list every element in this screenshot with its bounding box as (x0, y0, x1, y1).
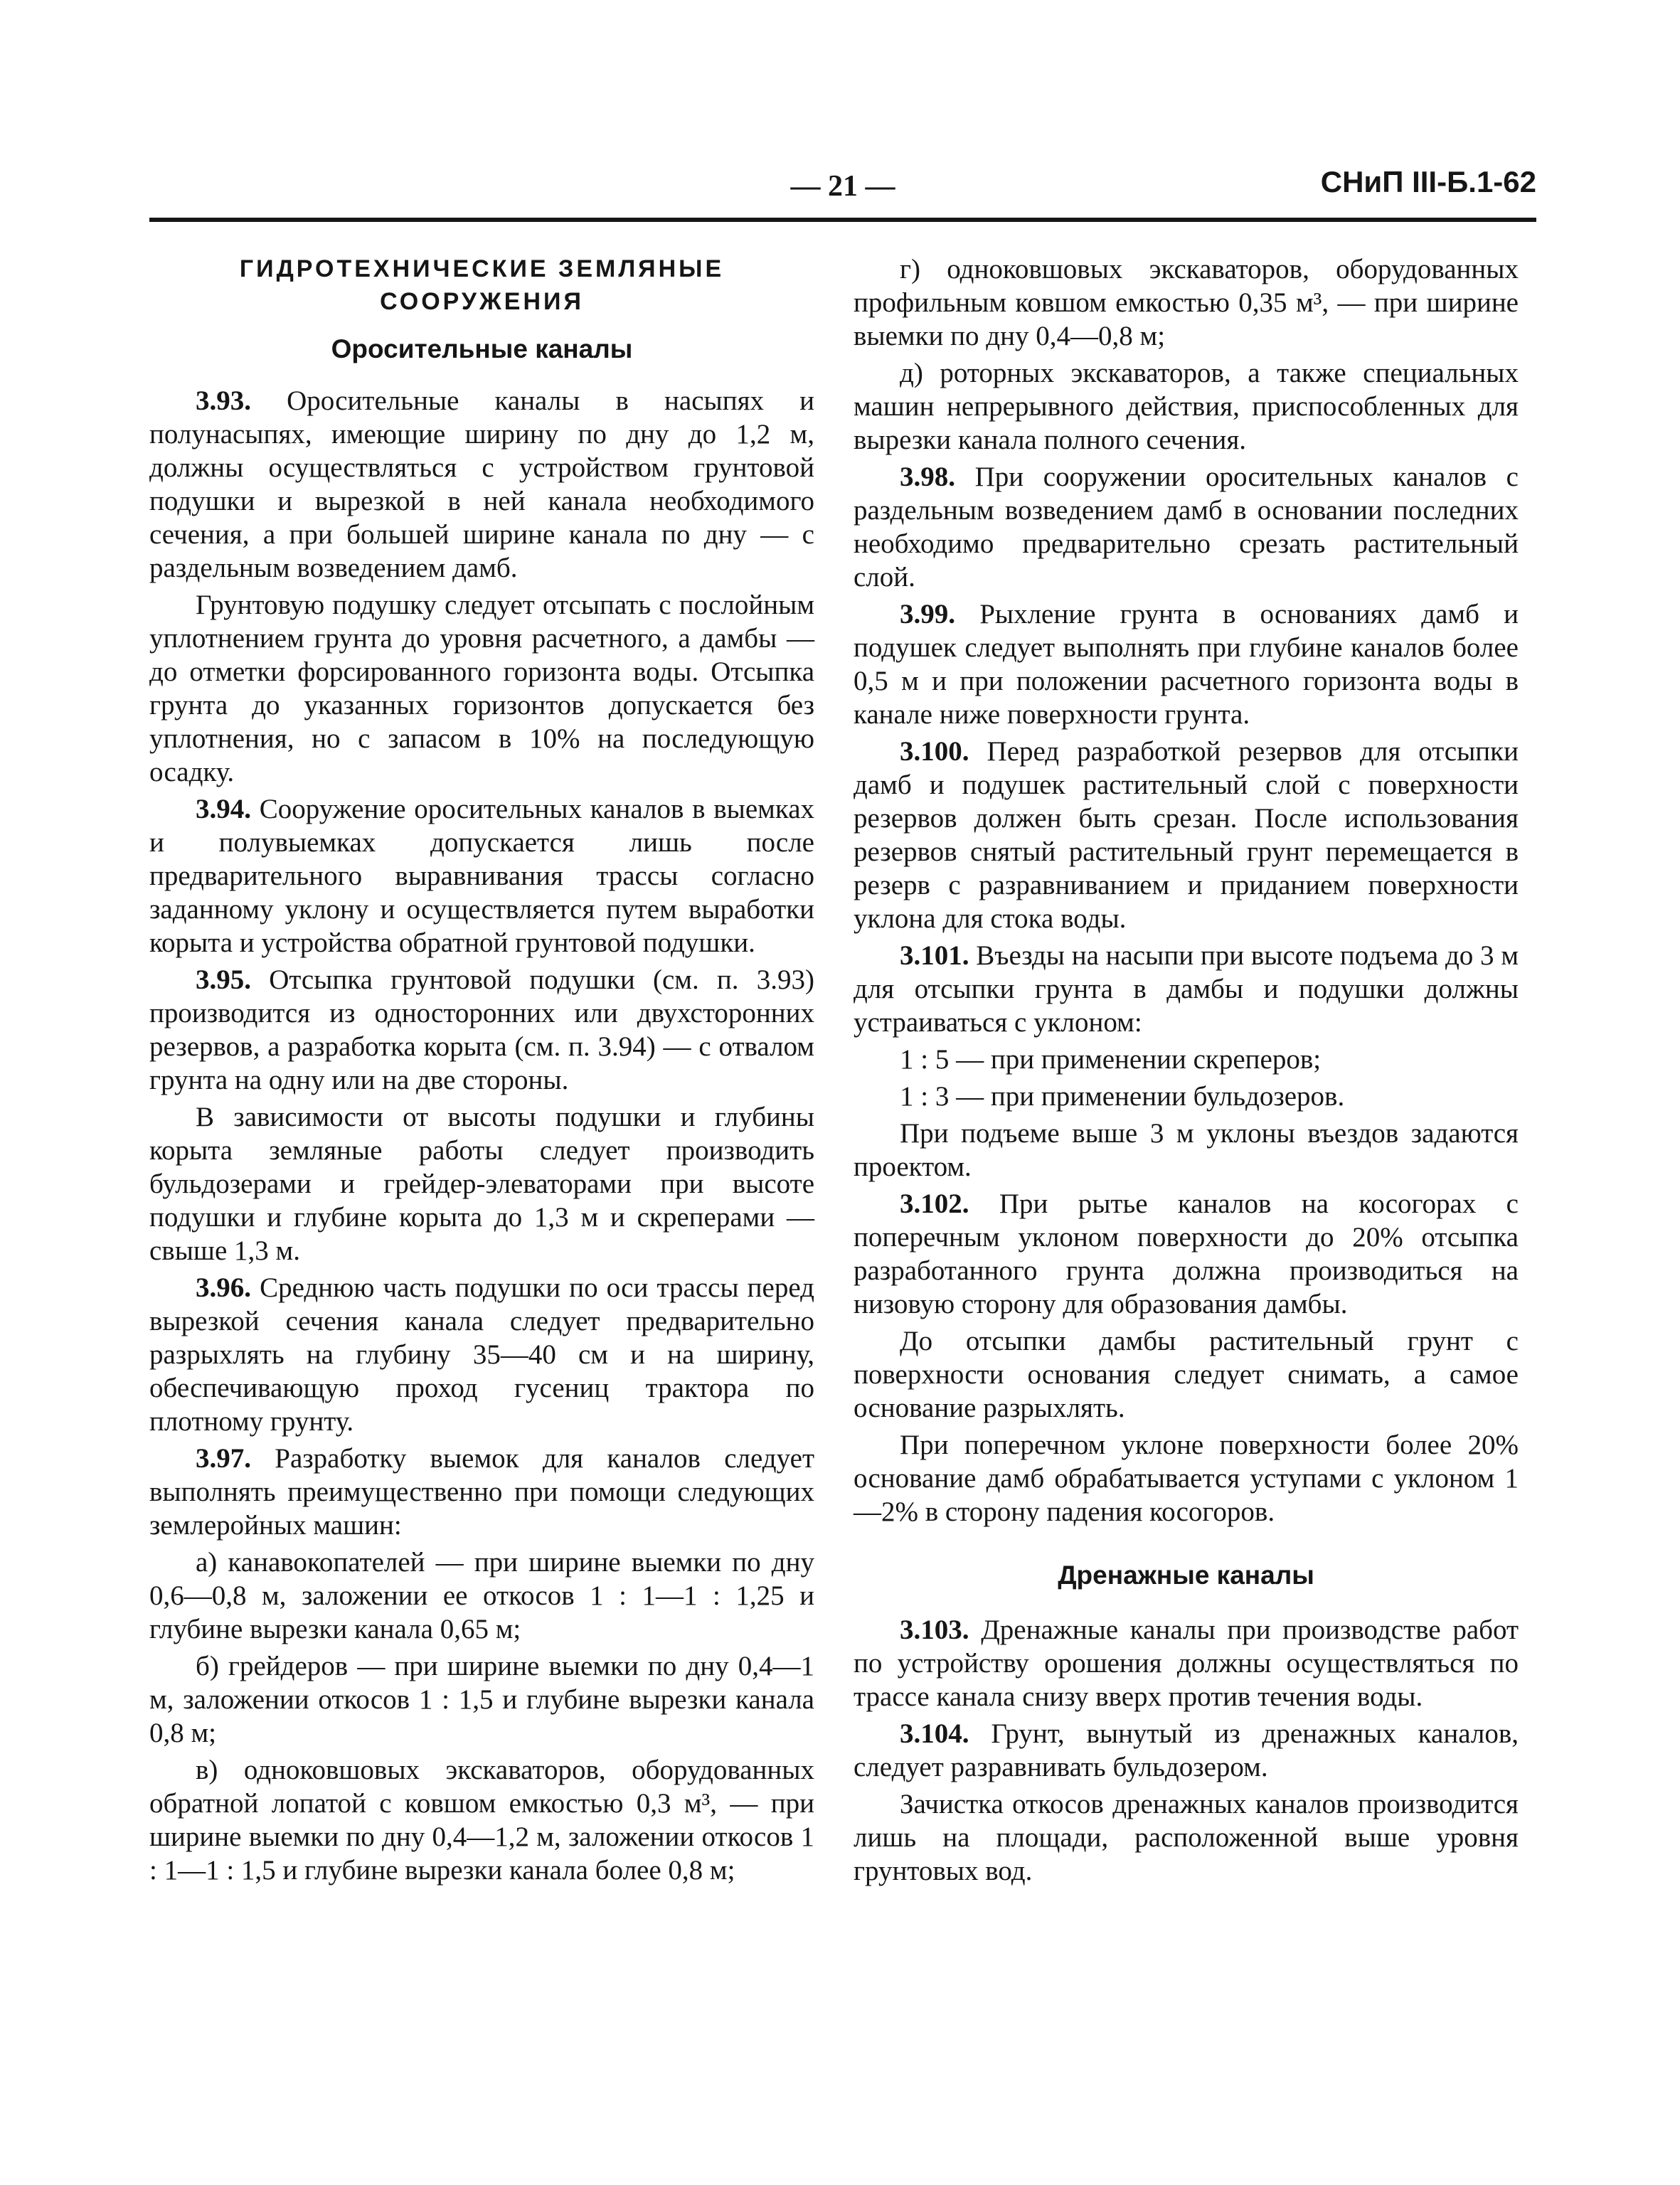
clause-number: 3.98. (900, 462, 955, 492)
clause-number: 3.94. (196, 794, 251, 824)
paragraph-3-100 (854, 735, 1519, 935)
paragraph: Зачистка откосов дренажных каналов производится лишь на площади, расположенной выше уровня грунтовых вод. (854, 1789, 1519, 1886)
paragraph-3-97 (149, 1442, 814, 1542)
subsection-title-drainage: Дренажные каналы (1058, 1561, 1314, 1590)
paragraph-3-104 (854, 1717, 1519, 1784)
paragraph-3-95 (149, 963, 814, 1097)
paragraph-text: Отсыпка грунтовой подушки (см. п. 3.93) производится из односторонних или двухсторонних резервов, а разработка корыта (см. п. 3.94) — с отвалом грунта на одну или на две стороны. (149, 964, 815, 1095)
clause-number: 3.99. (900, 599, 955, 629)
paragraph-text: Грунт, вынутый из дренажных каналов, следует разравнивать бульдозером. (854, 1718, 1519, 1782)
paragraph: При поперечном уклоне поверхности более 20% основание дамб обрабатывается уступами с уклоном 1—2% в сторону падения косогоров. (854, 1430, 1519, 1527)
paragraph-text: Среднюю часть подушки по оси трассы перед вырезкой сечения канала следует предварительно разрыхлять на глубину 35—40 см и на ширину, обеспечивающую проход гусениц трактора по плотному грунту. (149, 1272, 815, 1437)
paragraph-text: Сооружение оросительных каналов в выемках и полувыемках допускается лишь после предварительного выравнивания трассы согласно заданному уклону и осуществляется путем выработки корыта и устройства обратной грунтовой подушки. (149, 794, 814, 958)
clause-number: 3.96. (196, 1272, 251, 1303)
document-code: СНиП III-Б.1-62 (1320, 165, 1536, 198)
list-item-d: г) одноковшовых экскаваторов, оборудованных профильным ковшом емкостью 0,35 м³, — при ширине выемки по дну 0,4—0,8 м; (854, 254, 1519, 351)
paragraph-text: Оросительные каналы в насыпях и полунасыпях, имеющие ширину по дну до 1,2 м, должны осуществляться с устройством грунтовой подушки и вырезкой в ней канала необходимого сечения, а при большей ширине канала по дну — с раздельным возведением дамб. (149, 386, 814, 583)
paragraph-text: Рыхление грунта в основаниях дамб и подушек следует выполнять при глубине каналов более 0,5 м и при положении расчетного горизонта воды в канале ниже поверхности грунта. (854, 599, 1519, 730)
paragraph-3-93 (149, 384, 814, 585)
paragraph-text: Разработку выемок для каналов следует выполнять преимущественно при помощи следующих землеройных машин: (149, 1443, 814, 1541)
section-title: ГИДРОТЕХНИЧЕСКИЕ ЗЕМЛЯНЫЕ СООРУЖЕНИЯ (239, 255, 725, 315)
slope-item-scrapers: 1 : 5 — при применении скреперов; (900, 1044, 1322, 1075)
paragraph: До отсыпки дамбы растительный грунт с поверхности основания следует снимать, а самое основание разрыхлять. (854, 1326, 1519, 1423)
paragraph-3-96 (149, 1271, 814, 1438)
clause-number: 3.102. (900, 1189, 969, 1219)
paragraph-text: Дренажные каналы при производстве работ по устройству орошения должны осуществляться по трассе канала снизу вверх против течения воды. (854, 1615, 1519, 1712)
list-item-a: а) канавокопателей — при ширине выемки по дну 0,6—0,8 м, заложении ее откосов 1 : 1—1 : 1,25 и глубине вырезки канала 0,65 м; (149, 1547, 814, 1644)
list-item-c: в) одноковшовых экскаваторов, оборудованных обратной лопатой с ковшом емкостью 0,3 м³, — при ширине выемки по дну 0,4—1,2 м, заложении откосов 1 : 1—1 : 1,5 и глубине вырезки канала более 0,8 м; (149, 1755, 814, 1886)
page-header (149, 165, 1536, 215)
subsection-title: Оросительные каналы (331, 334, 633, 363)
paragraph-3-99 (854, 597, 1519, 731)
header-rule (149, 218, 1536, 222)
clause-number: 3.100. (900, 736, 969, 767)
paragraph-3-101 (854, 939, 1519, 1039)
clause-number: 3.95. (196, 964, 251, 995)
clause-number: 3.93. (196, 386, 251, 416)
slope-item-bulldozers: 1 : 3 — при применении бульдозеров. (900, 1081, 1345, 1112)
clause-number: 3.103. (900, 1615, 969, 1645)
paragraph-3-102 (854, 1187, 1519, 1321)
right-column (854, 252, 1519, 1891)
paragraph-3-94 (149, 792, 814, 959)
clause-number: 3.97. (196, 1443, 251, 1474)
paragraph-3-98 (854, 460, 1519, 594)
list-item-b: б) грейдеров — при ширине выемки по дну 0,4—1 м, заложении откосов 1 : 1,5 и глубине вырезки канала 0,8 м; (149, 1651, 814, 1748)
paragraph-text: При рытье каналов на косогорах с поперечным уклоном поверхности до 20% отсыпка разработанного грунта должна производиться на низовую сторону для образования дамбы. (854, 1189, 1519, 1319)
left-column (149, 252, 814, 1891)
paragraph: В зависимости от высоты подушки и глубины корыта земляные работы следует производить бульдозерами и грейдер-элеваторами при высоте подушки и глубине корыта до 1,3 м и скреперами — свыше 1,3 м. (149, 1102, 814, 1266)
clause-number: 3.104. (900, 1718, 969, 1749)
paragraph-text: Перед разработкой резервов для отсыпки дамб и подушек растительный слой с поверхности резервов должен быть срезан. После использования резервов снятый растительный грунт перемещается в резерв с разравниванием и приданием поверхности уклона для стока воды. (854, 736, 1519, 934)
paragraph-text: При сооружении оросительных каналов с раздельным возведением дамб в основании последних необходимо предварительно срезать растительный слой. (854, 462, 1519, 592)
page-number: — 21 — (790, 170, 895, 203)
list-item-e: д) роторных экскаваторов, а также специальных машин непрерывного действия, приспособленных для вырезки канала полного сечения. (854, 358, 1519, 455)
paragraph-3-103 (854, 1613, 1519, 1713)
paragraph: При подъеме выше 3 м уклоны въездов задаются проектом. (854, 1118, 1519, 1182)
clause-number: 3.101. (900, 940, 969, 971)
paragraph-text: Въезды на насыпи при высоте подъема до 3 м для отсыпки грунта в дамбы и подушки должны устраиваться с уклоном: (854, 940, 1519, 1038)
paragraph: Грунтовую подушку следует отсыпать с послойным уплотнением грунта до уровня расчетного, а дамбы — до отметки форсированного горизонта воды. Отсыпка грунта до указанных горизонтов допускается без уплотнения, но с запасом в 10% на последующую осадку. (149, 590, 814, 787)
